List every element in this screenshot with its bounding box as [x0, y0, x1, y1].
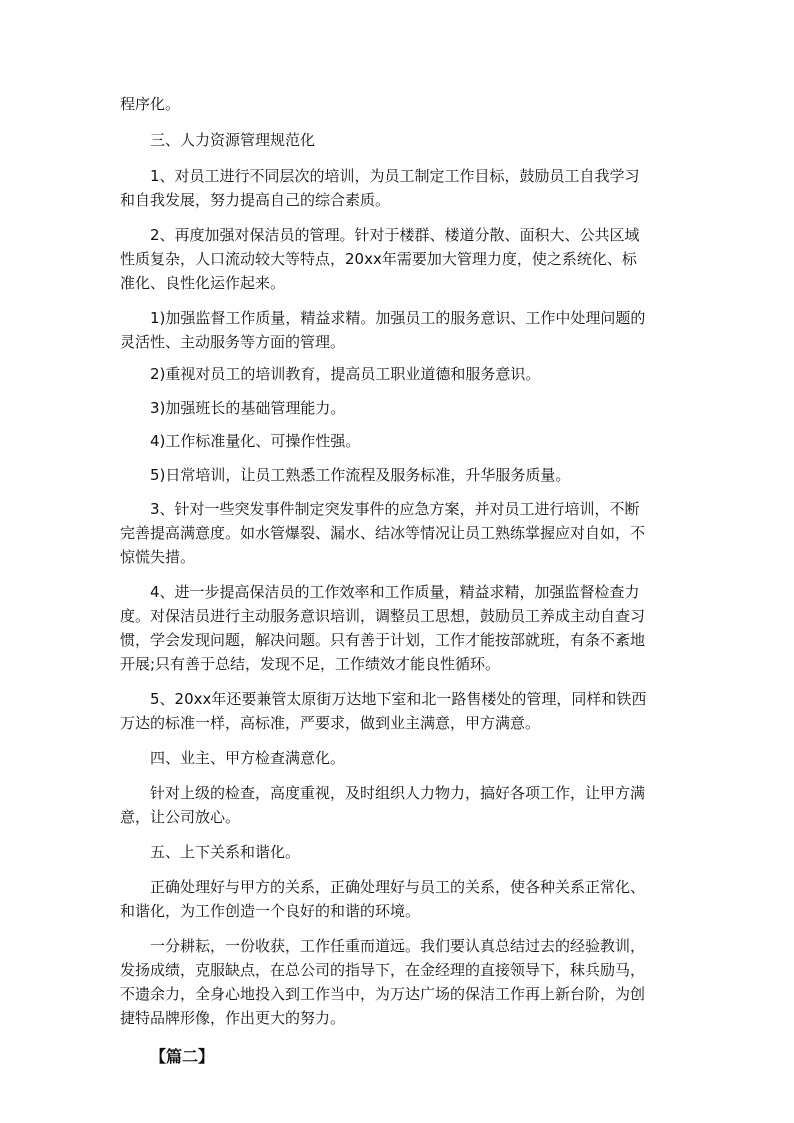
- text-line: 针对上级的检查，高度重视，及时组织人力物力，搞好各项工作，让甲方满: [150, 784, 646, 802]
- text-line: 不遗余力，全身心地投入到工作当中，为万达广场的保洁工作再上新台阶，为创: [120, 985, 646, 1003]
- text-line: 3、针对一些突发事件制定突发事件的应急方案，并对员工进行培训，不断: [150, 500, 640, 518]
- text-line: 性质复杂，人口流动较大等特点，20xx年需要加大管理力度，使之系统化、标: [120, 250, 637, 268]
- text-line: 5、20xx年还要兼管太原街万达地下室和北一路售楼处的管理，同样和铁西: [150, 690, 647, 708]
- text-line: 万达的标准一样，高标准，严要求，做到业主满意，甲方满意。: [120, 714, 541, 732]
- text-line: 正确处理好与甲方的关系，正确处理好与员工的关系，使各种关系正常化、: [150, 878, 646, 896]
- section-heading: 三、人力资源管理规范化: [150, 131, 316, 149]
- text-line: 2)重视对员工的培训教育，提高员工职业道德和服务意识。: [150, 365, 541, 383]
- text-line: 灵活性、主动服务等方面的管理。: [120, 333, 346, 351]
- text-line: 3)加强班长的基础管理能力。: [150, 399, 346, 417]
- section-heading: 四、业主、甲方检查满意化。: [150, 749, 346, 767]
- text-line: 准化、良性化运作起来。: [120, 274, 286, 292]
- text-line: 4、进一步提高保洁员的工作效率和工作质量，精益求精，加强监督检查力: [150, 583, 640, 601]
- text-line: 度。对保洁员进行主动服务意识培训，调整员工思想，鼓励员工养成主动自查习: [120, 607, 646, 625]
- text-line: 1、对员工进行不同层次的培训，为员工制定工作目标，鼓励员工自我学习: [150, 167, 640, 185]
- text-line: 完善提高满意度。如水管爆裂、漏水、结冰等情况让员工熟练掌握应对自如，不: [120, 524, 646, 542]
- text-line: 开展;只有善于总结，发现不足，工作绩效才能良性循环。: [120, 655, 501, 673]
- text-line: 惯，学会发现问题，解决问题。只有善于计划，工作才能按部就班，有条不紊地: [120, 631, 646, 649]
- text-line: 和谐化，为工作创造一个良好的和谐的环境。: [120, 902, 421, 920]
- text-line: 5)日常培训，让员工熟悉工作流程及服务标准，升华服务质量。: [150, 466, 571, 484]
- text-line: 4)工作标准量化、可操作性强。: [150, 432, 361, 450]
- text-line: 一分耕耘，一份收获，工作任重而道远。我们要认真总结过去的经验教训，: [150, 937, 646, 955]
- section-heading: 五、上下关系和谐化。: [150, 843, 301, 861]
- text-line: 意，让公司放心。: [120, 808, 241, 826]
- text-line: 1)加强监督工作质量，精益求精。加强员工的服务意识、工作中处理问题的: [150, 309, 646, 327]
- text-line: 2、再度加强对保洁员的管理。针对于楼群、楼道分散、面积大、公共区域: [150, 226, 640, 244]
- text-line: 程序化。: [120, 95, 181, 113]
- part-two-heading: 【篇二】: [150, 1047, 215, 1066]
- text-line: 惊慌失措。: [120, 548, 196, 566]
- text-line: 捷特品牌形像，作出更大的努力。: [120, 1009, 346, 1027]
- text-line: 发扬成绩，克服缺点，在总公司的指导下，在金经理的直接领导下，秣兵励马，: [120, 961, 646, 979]
- text-line: 和自我发展，努力提高自己的综合素质。: [120, 191, 391, 209]
